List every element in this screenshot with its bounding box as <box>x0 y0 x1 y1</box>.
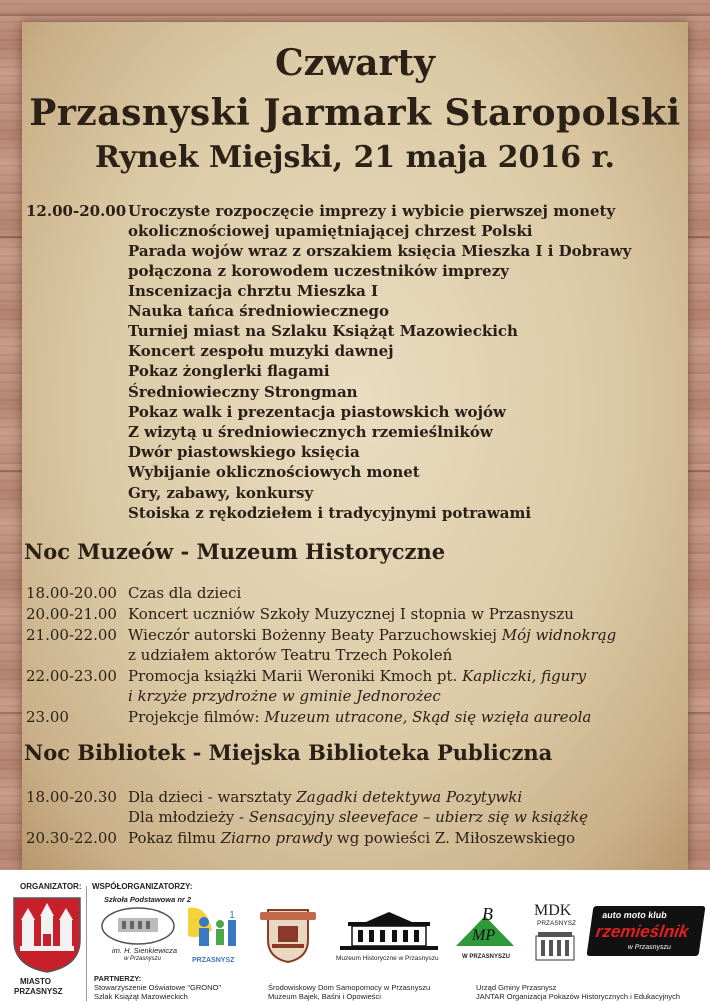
museum-row <box>26 667 586 685</box>
school-logo-city: w Przasnyszu <box>124 956 162 962</box>
partner-name: Szlak Książąt Mazowieckich <box>94 992 188 1001</box>
library-row <box>128 808 588 826</box>
fair-line: Stoiska z rękodziełem i tradycyjnymi potrawami <box>128 504 532 522</box>
title-line-3: Rynek Miejski, 21 maja 2016 r. <box>94 140 616 175</box>
museum-time: 23.00 <box>26 708 69 726</box>
library-row <box>26 788 522 806</box>
museum-row <box>26 605 574 623</box>
svg-text:B: B <box>482 904 493 924</box>
library-text: Dla dzieci - warsztaty <box>128 788 292 806</box>
library-title: Sensacyjny sleeveface – ubierz się w książkę <box>248 808 589 826</box>
school-logo-icon <box>100 906 176 946</box>
fair-line: Średniowieczny Strongman <box>128 383 358 401</box>
fair-line: Wybijanie oklicznościowych monet <box>128 463 420 481</box>
organizer-name-2: PRZASNYSZ <box>14 987 63 996</box>
coorganizers-label: WSPÓŁORGANIZATORZY: <box>92 882 193 891</box>
partner-name: Urząd Gminy Przasnysz <box>476 983 557 992</box>
mdk-logo-sub: PRZASNYSZ <box>537 920 577 927</box>
fair-line: Pokaz walk i prezentacja piastowskich wojów <box>128 403 506 421</box>
partner-name: Muzeum Bajek, Baśni i Opowieści <box>268 992 381 1001</box>
library-heading: Noc Bibliotek - Miejska Biblioteka Publiczna <box>24 740 553 765</box>
fair-line: Gry, zabawy, konkursy <box>128 484 314 502</box>
museum-time: 22.00-23.00 <box>26 667 117 685</box>
museum-text: Promocja książki Marii Weroniki Kmoch pt. <box>128 667 458 685</box>
przasnysz-logo-text: PRZASNYSZ <box>192 957 235 964</box>
library-logo-text: W PRZASNYSZU <box>462 954 510 960</box>
museum-logo-icon <box>334 908 444 954</box>
fair-line: Turniej miast na Szlaku Książąt Mazowieckich <box>128 322 518 340</box>
fair-line: okolicznościowej upamiętniającej chrzest Polski <box>128 222 533 240</box>
sponsors-footer <box>0 870 710 1004</box>
museum-row <box>26 626 616 644</box>
museum-text: Projekcje filmów: <box>128 708 260 726</box>
partner-crest-icon <box>258 904 318 966</box>
club-logo-line-1: auto moto klub <box>601 910 668 920</box>
fair-time: 12.00-20.00 <box>26 202 127 220</box>
museum-title: Kapliczki, figury <box>462 667 587 685</box>
museum-time: 18.00-20.00 <box>26 584 117 602</box>
museum-row <box>26 584 241 602</box>
fair-line: Dwór piastowskiego księcia <box>128 443 360 461</box>
club-logo-line-3: w Przasnyszu <box>627 944 672 951</box>
wood-plank-line <box>0 14 710 16</box>
fair-line: Koncert zespołu muzyki dawnej <box>128 342 394 360</box>
museum-title: Mój widnokrąg <box>501 626 617 644</box>
fair-line: Pokaz żonglerki flagami <box>128 362 330 380</box>
museum-time: 21.00-22.00 <box>26 626 117 644</box>
city-crest-icon <box>10 894 84 974</box>
museum-logo-text: Muzeum Historyczne w Przasnyszu <box>336 955 439 962</box>
svg-text:1: 1 <box>229 910 235 921</box>
school-logo-name: im. H. Sienkiewicza <box>112 946 178 955</box>
fair-line: Parada wojów wraz z orszakiem księcia Mieszka I i Dobrawy <box>128 242 632 260</box>
fair-line: Nauka tańca średniowiecznego <box>128 302 390 320</box>
library-time: 18.00-20.30 <box>26 788 117 806</box>
mdk-logo-icon <box>532 930 578 964</box>
organizer-name-1: MIASTO <box>20 977 51 986</box>
museum-title: Muzeum utracone, Skąd się wzięła aureola <box>264 708 592 726</box>
fair-line: Inscenizacja chrztu Mieszka I <box>128 282 379 300</box>
partner-name: JANTAR Organizacja Pokazów Historycznych i Edukacyjnych <box>476 992 681 1001</box>
school-logo-top: Szkoła Podstawowa nr 2 <box>104 895 192 904</box>
svg-text:MP: MP <box>472 927 496 944</box>
museum-text: z udziałem aktorów Teatru Trzech Pokoleń <box>128 646 453 664</box>
partner-name: Środowiskowy Dom Samopomocy w Przasnyszu <box>268 983 431 992</box>
library-logo-icon <box>452 902 518 952</box>
fair-line: Z wizytą u średniowiecznych rzemieślników <box>128 423 493 441</box>
partner-name: Stowarzyszenie Oświatowe "GRONO" <box>94 983 222 992</box>
museum-time: 20.00-21.00 <box>26 605 117 623</box>
club-logo-line-2: rzemieślnik <box>594 922 690 941</box>
organizer-label: ORGANIZATOR: <box>20 882 82 891</box>
title-line-2: Przasnyski Jarmark Staropolski <box>29 92 681 134</box>
library-text: Dla młodzieży - <box>128 808 245 826</box>
library-row <box>26 829 575 847</box>
przasnysz-logo-icon <box>182 900 242 956</box>
footer-divider <box>86 886 87 1001</box>
mdk-logo-text: MDK <box>534 902 572 919</box>
fair-line: połączona z korowodem uczestników imprezy <box>128 262 509 280</box>
fair-line: Uroczyste rozpoczęcie imprezy i wybicie pierwszej monety <box>128 202 616 220</box>
museum-heading: Noc Muzeów - Muzeum Historyczne <box>24 539 446 564</box>
museum-text: Koncert uczniów Szkoły Muzycznej I stopnia w Przasnyszu <box>128 605 574 623</box>
library-text: Pokaz filmu <box>128 829 216 847</box>
library-title: Zagadki detektywa Pozytywki <box>296 788 523 806</box>
auto-moto-club-logo <box>586 906 705 956</box>
library-text: wg powieści Z. Miłoszewskiego <box>336 829 576 847</box>
partners-label: PARTNERZY: <box>94 974 142 983</box>
title-line-1: Czwarty <box>275 42 435 84</box>
museum-text: Czas dla dzieci <box>128 584 242 602</box>
library-time: 20.30-22.00 <box>26 829 117 847</box>
museum-text: Wieczór autorski Bożenny Beaty Parzuchowskiej <box>128 626 497 644</box>
library-title: Ziarno prawdy <box>220 829 333 847</box>
museum-row <box>26 708 591 726</box>
fair-row <box>26 202 615 220</box>
museum-title: i krzyże przydrożne w gminie Jednorożec <box>128 687 441 705</box>
